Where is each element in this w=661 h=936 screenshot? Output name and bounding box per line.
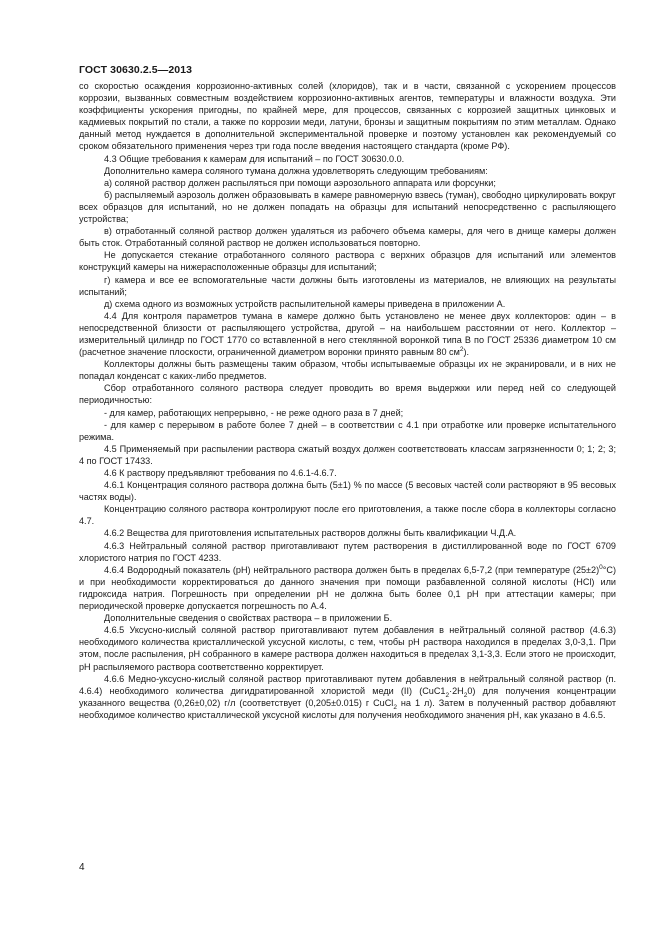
text-run: 0) для получения концентрации указанного вещества (0,26±0,02) г/л (соответствует (0,205±0.015) г CuCl xyxy=(79,685,616,708)
subscript: 2 xyxy=(463,691,468,699)
paragraph: 4.6 К раствору предъявляют требования по 4.6.1-4.6.7. xyxy=(104,468,337,478)
paragraph xyxy=(79,564,616,612)
paragraph: 4.5 Применяемый при распылении раствора сжатый воздух должен соответствовать классам загрязненности 0; 1; 2; 3; 4 по ГОСТ 17433. xyxy=(79,443,616,466)
text-run: ). xyxy=(463,347,470,358)
text-run: 4.6.4 Водородный показатель (рН) нейтрального раствора должен быть в пределах 6,5-7,2 (при температуре (25±2) xyxy=(104,564,600,575)
page-number: 4 xyxy=(79,862,85,873)
document-header: ГОСТ 30630.2.5—2013 xyxy=(79,64,193,76)
paragraph: в) отработанный соляной раствор должен удаляться из рабочего объема камеры, для чего в днище камеры должен быть сток. Отработанный соляной раствор не должен использоваться повторно. xyxy=(79,226,616,249)
paragraph: Не допускается стекание отработанного соляного раствора с верхних образцов для испытаний или элементов конструкций камеры на нижерасположенные образцы для испытаний; xyxy=(79,250,616,273)
paragraph: г) камера и все ее вспомогательные части должны быть изготовлены из материалов, не влияющих на результаты испытаний; xyxy=(79,274,616,297)
paragraph xyxy=(79,673,616,721)
paragraph: 4.6.1 Концентрация соляного раствора должна быть (5±1) % по массе (5 весовых частей соли растворяют в 95 весовых частях воды). xyxy=(79,480,616,503)
paragraph xyxy=(79,310,616,358)
paragraph: Дополнительные сведения о свойствах раствора – в приложении Б. xyxy=(104,613,393,624)
paragraph: б) распыляемый аэрозоль должен образовывать в камере равномерную взвесь (туман), свободно циркулировать вокруг всех образцов для испытаний, но не должен попадать на образцы для испытаний непосредственно с распыляющего устройства; xyxy=(79,189,616,225)
paragraph: Дополнительно камера соляного тумана должна удовлетворять следующим требованиям: xyxy=(104,165,488,176)
text-run: 4.6.6 Медно-уксусно-кислый соляной раствор приготавливают путем добавления в нейтральный соляной раствор (п. 4.6.4) необходимого количества дигидратированной хлористой меди (II) (CuC1 xyxy=(79,673,616,696)
paragraph: д) схема одного из возможных устройств распылительной камеры приведена в приложении А. xyxy=(104,298,506,309)
paragraph: Коллекторы должны быть размещены таким образом, чтобы испытываемые образцы их не экранировали, и в них не попадал конденсат с каких-либо предметов. xyxy=(79,359,616,382)
text-run: на 1 л). Затем в полученный раствор добавляют необходимое количество кристаллической уксусной кислоты для получения необходимого значения рН, как указано в 4.6.5. xyxy=(79,697,616,720)
superscript: 0 xyxy=(599,563,603,571)
superscript: 2 xyxy=(459,346,464,354)
text-run: 4.4 Для контроля параметров тумана в камере должно быть установлено не менее двух коллекторов: один – в непосредственной близости от распыляющего устройства, другой – на наибольшем расстоянии от него. Коллектор – измерительный цилиндр по ГОСТ 1770 со вставленной в него стеклянной воронкой типа В по ГОСТ 25336 диаметром 10 см (расчетное значение плоскости, ограниченной диаметром воронки принято равным 80 см xyxy=(79,310,616,358)
paragraph: 4.6.2 Вещества для приготовления испытательных растворов должны быть квалификации Ч.Д.А. xyxy=(104,528,517,539)
paragraph: Сбор отработанного соляного раствора следует проводить во время выдержки или перед ней со следующей периодичностью: xyxy=(79,383,616,406)
paragraph: - для камер с перерывом в работе более 7 дней – в соответствии с 4.1 при отработке или проверке испытательного режима. xyxy=(79,419,616,442)
text-run: °С) и при необходимости корректироваться до данного значения при помощи разбавленной соляной кислоты (HCl) или гидроксида натрия. Погрешность при определении рН не должна быть более 0,1 рН при аттестации камеры; при периодической проверке допускается погрешность по А.4. xyxy=(79,564,616,612)
document-body xyxy=(79,80,616,721)
paragraph: 4.6.5 Уксусно-кислый соляной раствор приготавливают путем добавления в нейтральный соляной раствор (4.6.3) необходимого количества кристаллической уксусной кислоты, с тем, чтобы рН раствора находился в пределах 3,0-3,1. При этом, после распыления, рН собранного в камере раствора должен находиться в пределах 3,1-3,3. Если этого не происходит, рН распыляемого раствора соответственно корректирует. xyxy=(79,625,616,672)
paragraph: 4.3 Общие требования к камерам для испытаний – по ГОСТ 30630.0.0. xyxy=(104,153,405,164)
paragraph: со скоростью осаждения коррозионно-активных солей (хлоридов), так и в части, связанной с ускорением процессов коррозии, вызванных совместным воздействием коррозионно-активных агентов, температуры и влажности воздуха. Эти коэффициенты ускорения пригодны, по крайней мере, для процессов, связанных с коррозией защитных цинковых и кадмиевых покрытий по стали, а также по коррозии меди, латуни, бронзы и защитным покрытиям по этим металлам. Однако данный метод нуждается в дополнительной экспериментальной проверке и поэтому установлен как рекомендуемый со сроком обязательного применения через три года после введения настоящего стандарта (кроме РФ). xyxy=(79,81,616,152)
text-run: ·2H xyxy=(449,685,464,696)
paragraph: Концентрацию соляного раствора контролируют после его приготовления, а также после сбора в коллекторы согласно 4.7. xyxy=(79,504,616,527)
subscript: 2 xyxy=(445,691,450,699)
paragraph: 4.6.3 Нейтральный соляной раствор приготавливают путем растворения в дистиллированной воде по ГОСТ 6709 хлористого натрия по ГОСТ 4233. xyxy=(79,540,616,563)
paragraph: а) соляной раствор должен распыляться при помощи аэрозольного аппарата или форсунки; xyxy=(104,177,496,188)
subscript: 2 xyxy=(393,703,397,711)
paragraph: - для камер, работающих непрерывно, - не реже одного раза в 7 дней; xyxy=(104,407,404,418)
